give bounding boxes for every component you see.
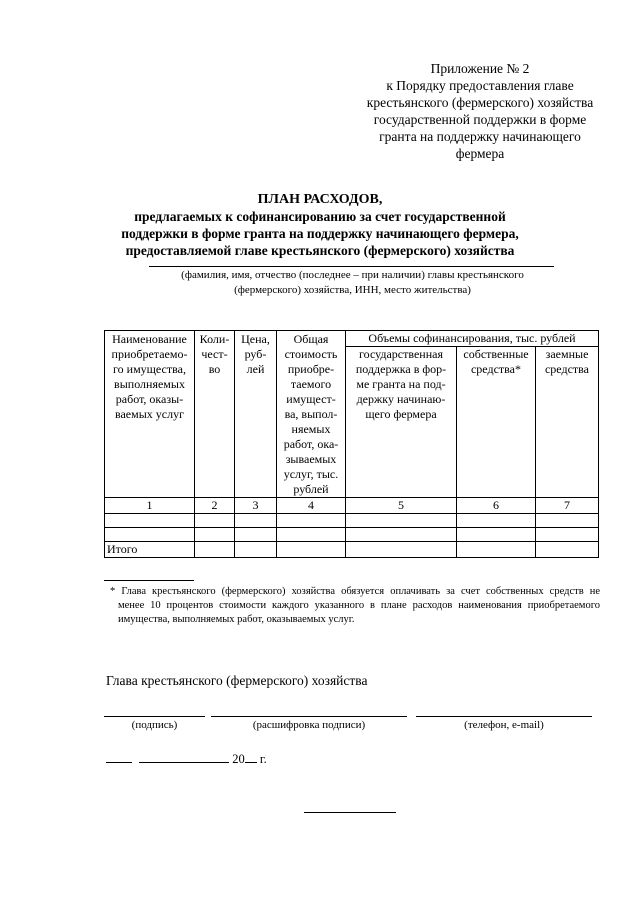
year-blank[interactable] xyxy=(245,751,257,763)
year-suffix: г. xyxy=(256,752,267,766)
title-line: предоставляемой главе крестьянского (фермерского) хозяйства xyxy=(125,243,515,258)
column-number-row xyxy=(105,498,599,514)
table-cell[interactable] xyxy=(235,542,277,558)
document-title xyxy=(0,191,640,259)
appendix-line: к Порядку предоставления главе xyxy=(386,78,574,93)
appendix-header xyxy=(320,60,640,162)
table-cell[interactable] xyxy=(277,542,346,558)
table-cell[interactable] xyxy=(457,514,536,528)
table-cell[interactable] xyxy=(195,514,235,528)
column-number: 5 xyxy=(346,498,457,514)
footnote-line: * Глава крестьянского (фермерского) хозяйства обязуется оплачивать за счет собственных средств не xyxy=(110,586,600,597)
phone-email-line[interactable] xyxy=(416,716,592,717)
footnote-separator xyxy=(104,580,194,581)
fio-fill-line xyxy=(149,266,554,267)
header-cofinancing-volumes: Объемы софинансирования, тыс. рублей xyxy=(346,331,599,347)
header-price: Цена, руб- лей xyxy=(235,331,277,498)
column-number: 1 xyxy=(105,498,195,514)
footnote xyxy=(110,585,600,627)
header-own-funds: собственные средства* xyxy=(457,347,536,498)
appendix-line: Приложение № 2 xyxy=(430,61,530,76)
month-blank[interactable] xyxy=(139,751,229,763)
table-cell[interactable] xyxy=(457,528,536,542)
total-row xyxy=(105,542,599,558)
date-field xyxy=(106,751,267,767)
table-cell[interactable] xyxy=(235,528,277,542)
table-cell[interactable] xyxy=(536,514,599,528)
column-number: 6 xyxy=(457,498,536,514)
fio-caption-line: (фамилия, имя, отчество (последнее – при наличии) главы крестьянского xyxy=(181,269,524,281)
column-number: 4 xyxy=(277,498,346,514)
fio-caption xyxy=(120,268,585,298)
table-cell[interactable] xyxy=(195,542,235,558)
bottom-separator xyxy=(304,812,396,813)
table-cell[interactable] xyxy=(277,528,346,542)
column-number: 7 xyxy=(536,498,599,514)
footnote-line: имущества, выполняемых работ, оказываемых услуг. xyxy=(118,614,355,625)
signature-decode-caption: (расшифровка подписи) xyxy=(252,719,366,731)
day-blank[interactable] xyxy=(106,751,132,763)
signature-caption: (подпись) xyxy=(131,719,178,731)
footnote-line: менее 10 процентов стоимости каждого указанного в плане расходов наименования приобретаемого xyxy=(118,600,600,611)
appendix-line: гранта на поддержку начинающего xyxy=(379,129,581,144)
appendix-line: крестьянского (фермерского) хозяйства xyxy=(366,95,594,110)
signature-line[interactable] xyxy=(104,716,205,717)
title-line: ПЛАН РАСХОДОВ, xyxy=(257,192,383,207)
fio-caption-line: (фермерского) хозяйства, ИНН, место жительства) xyxy=(234,284,471,296)
title-line: поддержки в форме гранта на поддержку начинающего фермера, xyxy=(121,226,519,241)
table-cell[interactable] xyxy=(346,542,457,558)
table-cell[interactable] xyxy=(105,514,195,528)
table-row xyxy=(105,528,599,542)
header-loan-funds: заемные средства xyxy=(536,347,599,498)
appendix-line: фермера xyxy=(455,146,505,161)
title-line: предлагаемых к софинансированию за счет государственной xyxy=(134,209,506,224)
header-quantity: Коли- чест- во xyxy=(195,331,235,498)
phone-email-caption: (телефон, e-mail) xyxy=(464,719,544,731)
expense-plan-table xyxy=(104,330,599,558)
year-prefix: 20 xyxy=(232,752,245,766)
table-cell[interactable] xyxy=(457,542,536,558)
table-cell[interactable] xyxy=(235,514,277,528)
signature-decode-line[interactable] xyxy=(211,716,407,717)
appendix-line: государственной поддержки в форме xyxy=(373,112,587,127)
total-label: Итого xyxy=(105,542,195,558)
table-cell[interactable] xyxy=(536,542,599,558)
header-state-support: государственная поддержка в фор- ме гранта на под- держку начинаю- щего фермера xyxy=(346,347,457,498)
table-cell[interactable] xyxy=(105,528,195,542)
head-title: Глава крестьянского (фермерского) хозяйства xyxy=(106,673,368,688)
column-number: 3 xyxy=(235,498,277,514)
table-cell[interactable] xyxy=(536,528,599,542)
table-cell[interactable] xyxy=(277,514,346,528)
header-total-cost: Общая стоимость приобре- таемого имущест- ва, выпол- няемых работ, ока- зываемых услуг, тыс. рублей xyxy=(277,331,346,498)
table-cell[interactable] xyxy=(346,528,457,542)
header-name: Наименование приобретаемо- го имущества, выполняемых работ, оказы- ваемых услуг xyxy=(105,331,195,498)
table-cell[interactable] xyxy=(195,528,235,542)
column-number: 2 xyxy=(195,498,235,514)
table-cell[interactable] xyxy=(346,514,457,528)
table-row xyxy=(105,514,599,528)
